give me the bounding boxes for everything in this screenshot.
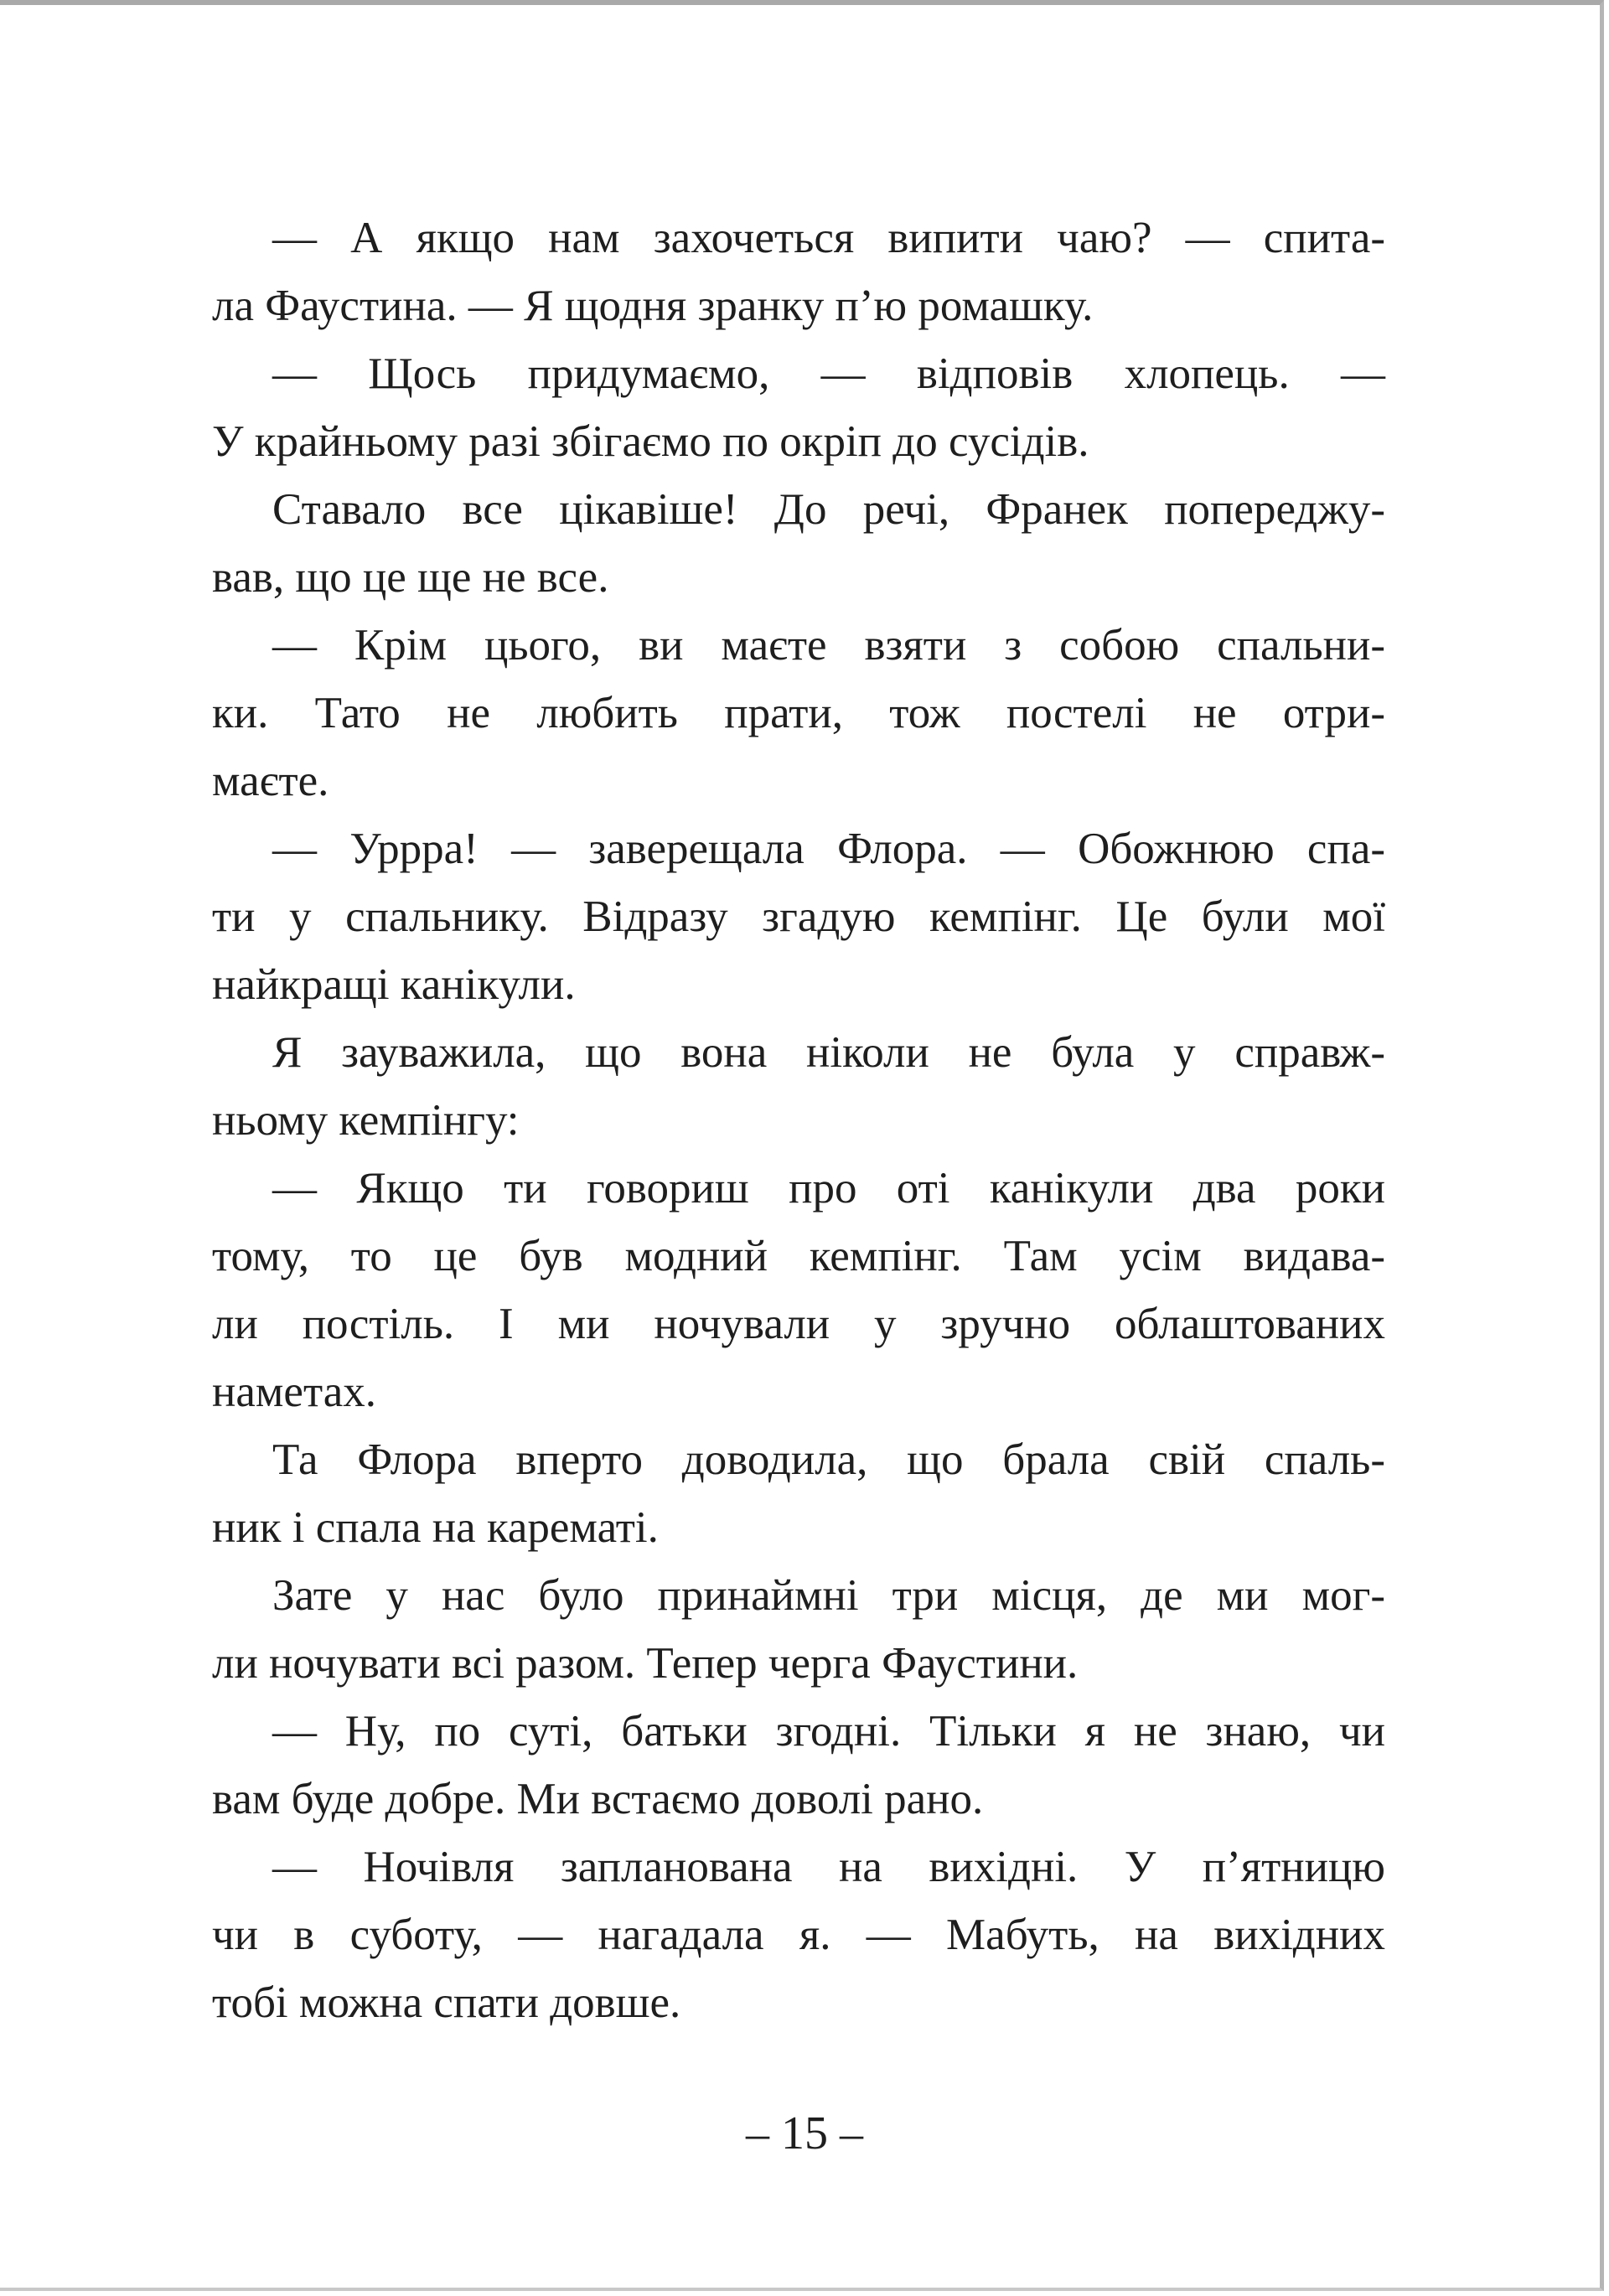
paragraph [212,1698,1385,1833]
text-line: Ставало все цікавіше! До речі, Франек попереджу- [272,485,1385,534]
text-line: ки. Тато не любить прати, тож постелі не отри- [212,689,1385,737]
paragraph [212,476,1385,612]
text-line: ли постіль. І ми ночували у зручно облаштованих [212,1300,1385,1348]
paragraph [212,1833,1385,2037]
text-line: ник і спала на карематі. [212,1503,659,1552]
text-line: Та Флора вперто доводила, що брала свій спаль- [272,1435,1385,1484]
text-line: Зате у нас було принаймні три місця, де ми мог- [272,1571,1385,1620]
text-line: тому, то це був модний кемпінг. Там усім видава- [212,1232,1385,1280]
text-line: — Крім цього, ви маєте взяти з собою спальни- [272,621,1385,670]
paragraph [212,204,1385,340]
paragraph [212,1426,1385,1562]
text-line: маєте. [212,757,329,805]
text-line: чи в суботу, — нагадала я. — Мабуть, на вихідних [212,1911,1385,1959]
text-line: Я зауважила, що вона ніколи не була у справж- [272,1028,1385,1077]
text-line: вам буде добре. Ми встаємо доволі рано. [212,1775,984,1823]
page-body-text [212,204,1385,2037]
paragraph [212,1019,1385,1155]
paragraph [212,612,1385,815]
paragraph [212,815,1385,1019]
paragraph [212,340,1385,476]
text-line: вав, що це ще не все. [212,553,609,602]
paragraph [212,1155,1385,1426]
text-line: — Ну, по суті, батьки згодні. Тільки я не знаю, чи [272,1707,1385,1756]
text-line: наметах. [212,1368,377,1416]
text-line: ла Фаустина. — Я щодня зранку п’ю ромашку. [212,282,1094,330]
text-line: найкращі канікули. [212,960,576,1009]
paragraph [212,1562,1385,1698]
text-line: — Якщо ти говориш про оті канікули два роки [272,1164,1385,1213]
text-line: — Уррра! — заверещала Флора. — Обожнюю спа- [272,825,1385,873]
text-line: — Щось придумаємо, — відповів хлопець. — [272,349,1385,398]
text-line: ньому кемпінгу: [212,1096,520,1145]
page-number: – 15 – [746,2107,863,2159]
text-line: ти у спальнику. Відразу згадую кемпінг. Це були мої [212,892,1385,941]
text-line: У крайньому разі збігаємо по окріп до сусідів. [212,417,1089,466]
text-line: ли ночувати всі разом. Тепер черга Фаустини. [212,1639,1079,1688]
text-line: тобі можна спати довше. [212,1978,681,2027]
text-line: — Ночівля запланована на вихідні. У п’ятницю [272,1843,1385,1891]
text-line: — А якщо нам захочеться випити чаю? — спита- [272,214,1385,262]
